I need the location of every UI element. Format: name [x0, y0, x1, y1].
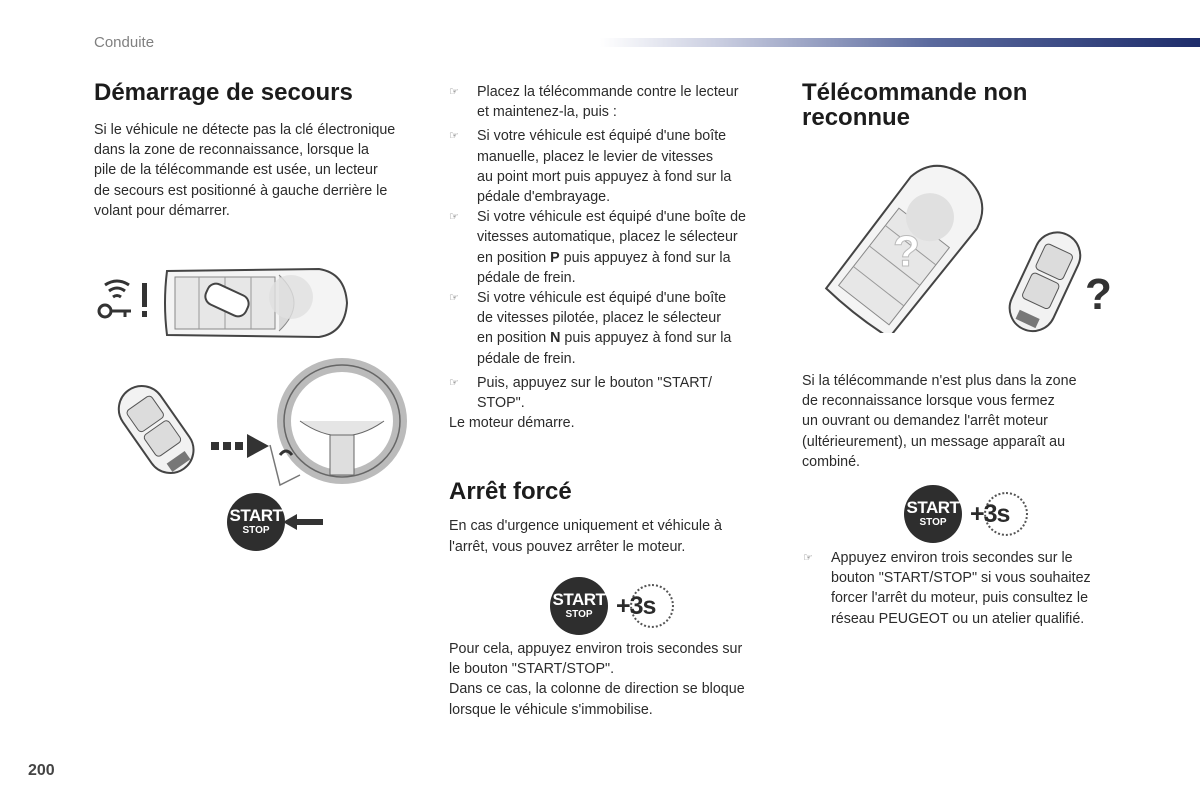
emergency-start-text [94, 120, 429, 221]
text-line: (ultérieurement), un message apparaît au [802, 433, 1066, 450]
header-gradient-bar [600, 38, 1200, 47]
list-item [449, 82, 779, 122]
start-label: START [906, 498, 960, 517]
text-line: combiné. [802, 453, 861, 470]
forced-stop-outro [449, 639, 779, 720]
list-item [803, 548, 1133, 629]
car-top-view-question-icon [815, 158, 1005, 333]
text-line: bouton "START/STOP" si vous souhaitez [831, 570, 1091, 587]
text-line: STOP". [477, 395, 525, 412]
start-stop-button-icon [904, 485, 962, 543]
stop-label: STOP [565, 609, 593, 620]
text-line: et maintenez-la, puis : [477, 104, 617, 121]
text-line: de secours est positionné à gauche derrière le [94, 182, 388, 199]
text-line: Si le véhicule ne détecte pas la clé électronique [94, 122, 396, 138]
column-remote-not-recognized [802, 80, 1132, 130]
press-arrow-icon [283, 514, 323, 530]
heading-line: reconnue [802, 104, 911, 131]
list-item [449, 207, 779, 288]
plus-three-seconds-icon [970, 492, 1026, 536]
section-title: Conduite [94, 34, 155, 51]
text-line: un ouvrant ou demandez l'arrêt moteur [802, 413, 1048, 430]
column-emergency-start [94, 80, 429, 221]
start-label: START [229, 506, 283, 525]
plus-3s-label: +3s [970, 500, 1010, 528]
page-number: 200 [28, 762, 55, 779]
text-line: dans la zone de reconnaissance, lorsque la [94, 142, 369, 159]
list-item [449, 126, 779, 207]
text-line: pédale d'embrayage. [477, 189, 611, 206]
text-fragment: puis appuyez à fond sur la [559, 249, 731, 266]
text-line: Appuyez environ trois secondes sur le [831, 550, 1073, 566]
text-line: le bouton "START/STOP". [449, 661, 615, 678]
text-line: l'arrêt, vous pouvez arrêter le moteur. [449, 538, 686, 555]
pointing-hand-icon: ☞ [449, 292, 459, 305]
heading-remote-not-recognized [802, 80, 1132, 130]
stop-label: STOP [919, 517, 947, 528]
heading-line: Télécommande non [802, 79, 1028, 106]
remote-key-fob-icon [105, 373, 215, 483]
forced-stop-intro [449, 516, 779, 556]
text-line: Placez la télécommande contre le lecteur [477, 84, 739, 100]
text-line: au point mort puis appuyez à fond sur la [477, 168, 732, 185]
text-line: de vitesses pilotée, placez le sélecteur [477, 310, 721, 327]
gear-position-p: P [550, 249, 560, 266]
stop-label: STOP [242, 525, 270, 536]
text-line: réseau PEUGEOT ou un atelier qualifié. [831, 610, 1085, 627]
text-fragment: en position [477, 330, 551, 347]
list-item [449, 288, 779, 369]
text-line: Si la télécommande n'est plus dans la zone [802, 373, 1077, 389]
column-procedure [449, 82, 779, 557]
start-stop-button-icon [227, 493, 285, 551]
pointing-hand-icon: ☞ [803, 552, 813, 564]
emergency-start-illustration [95, 255, 415, 555]
gear-position-n: N [550, 330, 561, 347]
car-top-view-icon [159, 261, 349, 345]
plus-3s-label: +3s [616, 592, 656, 620]
text-line: pile de la télécommande est usée, un lecteur [94, 162, 378, 179]
text-fragment: puis appuyez à fond sur la [560, 330, 732, 347]
text-fragment: en position [477, 249, 551, 266]
text-line: Dans ce cas, la colonne de direction se bloque [449, 681, 745, 698]
engine-starts-text: Le moteur démarre. [449, 415, 575, 432]
pointing-hand-icon: ☞ [449, 376, 459, 389]
text-line: pédale de frein. [477, 350, 576, 367]
pointing-hand-icon: ☞ [449, 211, 459, 224]
svg-text:?: ? [893, 227, 920, 276]
start-label: START [552, 590, 606, 609]
remote-not-recognized-text [802, 371, 1132, 472]
text-line [477, 248, 779, 268]
text-line: Si votre véhicule est équipé d'une boîte [477, 128, 727, 145]
remote-key-fob-icon [995, 224, 1095, 344]
text-line: forcer l'arrêt du moteur, puis consultez le [831, 590, 1089, 607]
list-item [449, 373, 779, 413]
steering-wheel-icon [260, 355, 410, 495]
text-line: En cas d'urgence uniquement et véhicule à [449, 518, 722, 535]
text-line: Si votre véhicule est équipé d'une boîte de [477, 209, 746, 226]
text-line: pédale de frein. [477, 269, 576, 286]
start-stop-button-icon [550, 577, 608, 635]
pointing-hand-icon: ☞ [449, 86, 459, 98]
question-mark-icon: ? [1085, 270, 1112, 319]
text-line: manuelle, placez le levier de vitesses [477, 148, 714, 165]
remote-not-recognized-illustration [815, 158, 1115, 348]
text-line: Si votre véhicule est équipé d'une boîte [477, 290, 727, 307]
heading-forced-stop: Arrêt forcé [449, 478, 572, 506]
text-line: Pour cela, appuyez environ trois secondes sur [449, 641, 743, 657]
text-line: lorsque le véhicule s'immobilise. [449, 701, 653, 718]
text-line: Puis, appuyez sur le bouton "START/ [477, 374, 713, 391]
plus-three-seconds-icon [616, 584, 672, 628]
text-line: vitesses automatique, placez le sélecteur [477, 229, 738, 246]
heading-emergency-start: Démarrage de secours [94, 79, 353, 106]
key-signal-warning-icon [95, 277, 157, 323]
pointing-hand-icon: ☞ [449, 130, 459, 143]
text-line: de reconnaissance lorsque vous fermez [802, 393, 1055, 410]
text-line [477, 328, 779, 348]
text-line: volant pour démarrer. [94, 202, 230, 219]
